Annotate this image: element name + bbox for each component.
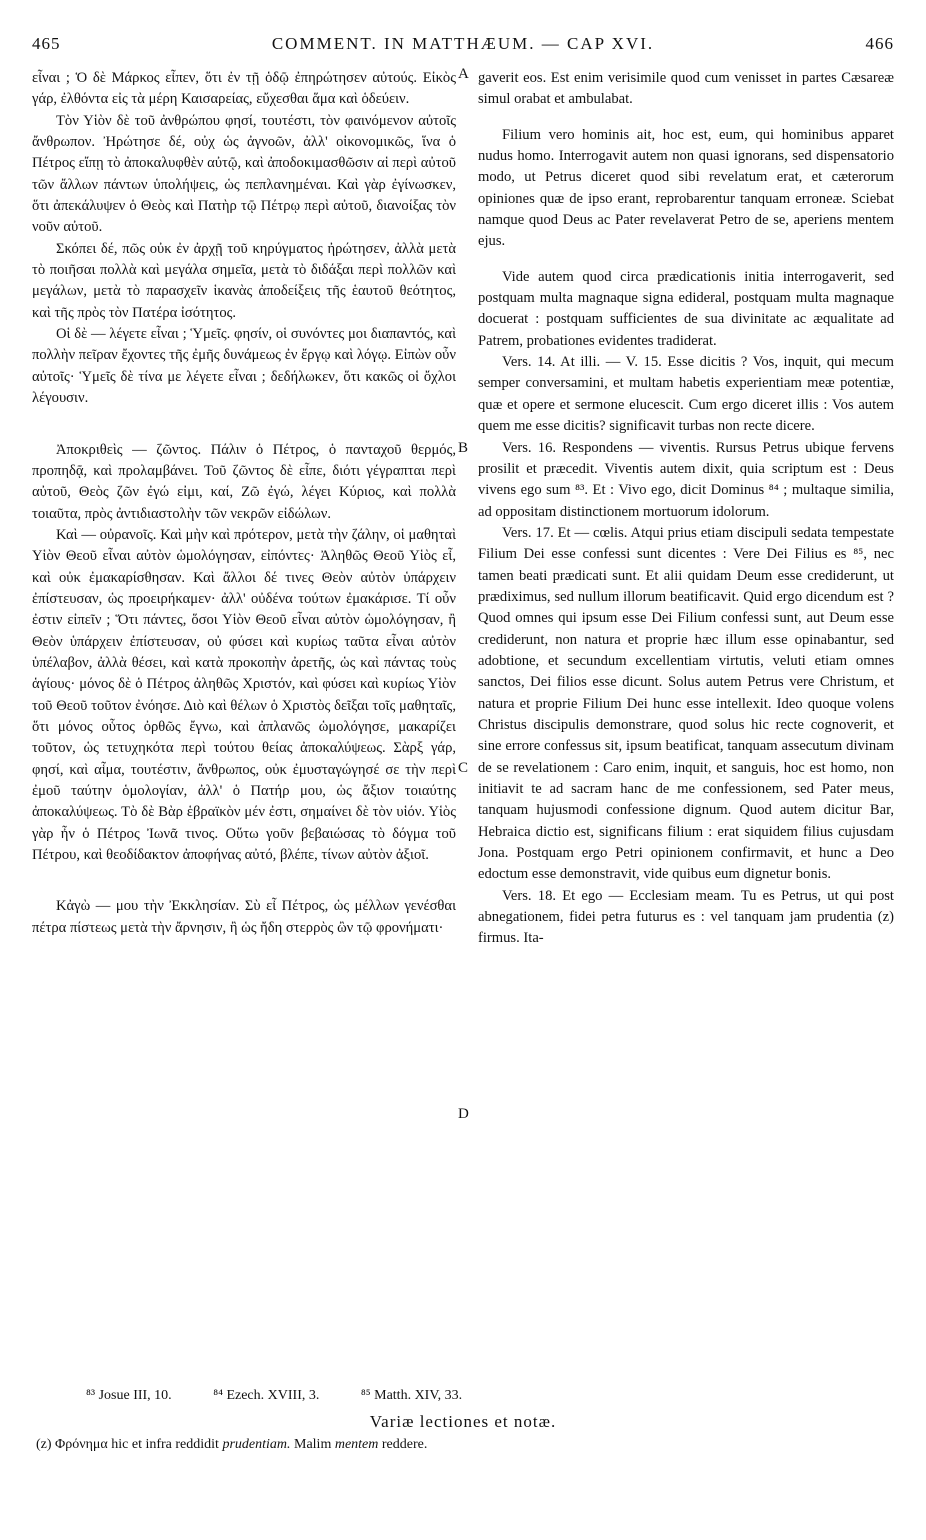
greek-paragraph: Οἱ δὲ — λέγετε εἶναι ; Ὑμεῖς. φησίν, οἱ συνόντες μοι διαπαντός, καὶ πολλὴν πεῖραν ἔχοντες τῆς ἐμῆς δυνάμεως ἐν ἔργῳ καὶ λόγῳ. Εἰπὼν οὖν αὐτοῖς· Ὑμεῖς δὲ τίνα με λέγετε εἶναι ; δεδήλωκεν, ὅτι κακῶς οἱ ὄχλοι λέγουσιν. (32, 326, 456, 407)
latin-paragraph: Vers. 16. Respondens — viventis. Rursus Petrus ubique fervens prosilit et præcedit. Viventis autem dixit, quia scriptum est : Deus vivens ego sum ⁸³. Et : Vivo ego, dicit Dominus ⁸⁴ ; multaque similia, ad oppositam distinctionem mortuorum idolorum. (478, 439, 894, 520)
variae-note-text: Malim (294, 1437, 332, 1452)
variae-note-italic: mentem (334, 1437, 379, 1452)
latin-paragraph: Filium vero hominis ait, hoc est, eum, qui hominibus apparet nudus homo. Interrogavit autem non quasi ignorans, sed dispensatorio modo, ut Petrus diceret quod sibi revelatum erat, et cæterorum opiniones quæ de ipso erant, reprobarentur tanquam erroneæ. Sciebat namque quod Deus ac Pater revelaverat Petro de se, aperiens mentem ejus. (478, 126, 894, 250)
footnote-83: ⁸³ Josue III, 10. (86, 1388, 172, 1403)
latin-paragraph: Vers. 14. At illi. — V. 15. Esse dicitis ? Vos, inquit, qui mecum semper conversamini, et multam habetis experientiam meæ potentiæ, quæ et opere et sermone elucescit. Cum ergo diceret illis : Vos autem quem me esse dicitis? significavit turbas non recte dicere. (478, 354, 894, 435)
page-header (32, 34, 894, 58)
latin-column (478, 68, 894, 950)
greek-paragraph: Καὶ — οὐρανοῖς. Καὶ μὴν καὶ πρότερον, μετὰ τὴν ζάλην, οἱ μαθηταὶ Υἱὸν Θεοῦ εἶναι αὐτὸν ὡμολόγησαν, εἰπόντες· Ἀληθῶς Θεοῦ Υἱὸς εἶ, καὶ οὐκ ἐμακαρίσθησαν. Καὶ ἄλλοι δέ τινες Θεὸν αὐτὸν ὑπάρχειν ἐπίστευσαν, ὡς προειρήκαμεν· ἀλλ' οὐδένα τούτων ἐμακάρισε. Τί οὖν ἐστιν εἰπεῖν ; Ὅτι πάντες, ὅσοι Υἱὸν Θεοῦ εἶναι αὐτὸν ὡμολόγησαν, ἢ Θεὸν ὑπάρχειν ἐπίστευσαν, οὐ φύσει καὶ κυρίως ταῦτα εἶναι αὐτὸν ὑπέλαβον, ἀλλὰ θέσει, καὶ κατὰ προκοπὴν ἀρετῆς, ὡς καὶ πάντας τοὺς ἁγίους· μόνος δὲ ὁ Πέτρος ἀληθῶς Χριστόν, καὶ φύσει καὶ κυρίως Υἱὸν τοῦ Θεοῦ τοῦτον ἐνόησε. Διὸ καὶ θέλων ὁ Χριστὸς δεῖξαι τοῖς μαθηταῖς, ὅτι μόνος οὗτος ὀρθῶς ἔγνω, καὶ ἀπλανῶς ὡμολόγησε, μακαρίζει τοῦτον, ὡς τετυχηκότα περὶ τούτου θείας ἀποκαλύψεως. Σὰρξ γάρ, φησί, καὶ αἷμα, τουτέστιν, ἄνθρωπος, οὐκ ἐμυσταγώγησέ σε τὴν περὶ ἐμοῦ ταύτην ὁμολογίαν, ἀλλ' ὁ Πατήρ μου, ὡς ἄξιον τοιαύτης ἀποκαλύψεως. Τὸ δὲ Βὰρ ἑβραϊκὸν μέν ἐστι, σημαίνει δὲ τὸν υἱόν. Υἱὸς γὰρ ἦν ὁ Πέτρος Ἰωνᾶ τινος. Οὕτω γοῦν βεβαιώσας τὸ δόγμα τοῦ Πέτρου, καὶ θεοδίδακτον ἀποφήνας αὐτό, βλέπε, τίνων αὐτὸν ἀξιοῖ. (32, 526, 456, 864)
variae-note (36, 1437, 896, 1453)
page-number-left: 465 (32, 34, 61, 53)
greek-paragraph: Κἀγὼ — μου τὴν Ἐκκλησίαν. Σὺ εἶ Πέτρος, ὡς μέλλων γενέσθαι πέτρα πίστεως μετὰ τὴν ἄρνησιν, ἢ ὡς ἤδη στερρὸς ὢν τῷ φρονήματι· (32, 898, 456, 936)
variae-lectiones-heading: Variæ lectiones et notæ. (369, 1412, 557, 1431)
footnote-84: ⁸⁴ Ezech. XVIII, 3. (213, 1388, 320, 1403)
footnotes (86, 1388, 886, 1404)
margin-marker-b: B (458, 440, 469, 456)
latin-paragraph: Vers. 18. Et ego — Ecclesiam meam. Tu es Petrus, ut qui post abnegationem, fidei petra futurus es : vel tanquam jam prudentia (z) firmus. Ita- (478, 887, 894, 947)
latin-paragraph: gaverit eos. Est enim verisimile quod cum venisset in partes Cæsareæ simul orabat et ambulabat. (478, 70, 894, 108)
variae-note-text: (z) Φρόνημα hic et infra reddidit (36, 1437, 219, 1452)
latin-paragraph: Vide autem quod circa prædicationis initia interrogaverit, sed postquam multa magnaque signa edideral, postquam multa magnaque docuerat : postquam sufficientes de sua divinitate ac æqualitate ad Patrem, probationes evidentes tradiderat. (478, 268, 894, 349)
variae-note-text: reddere. (381, 1437, 428, 1452)
page-number-right: 466 (865, 34, 894, 53)
running-title: COMMENT. IN MATTHÆUM. — CAP XVI. (271, 34, 655, 53)
greek-paragraph: Ἀποκριθεὶς — ζῶντος. Πάλιν ὁ Πέτρος, ὁ πανταχοῦ θερμός, προπηδᾷ, καὶ προλαμβάνει. Τοῦ ζῶντος δὲ εἶπε, διότι γέγραπται περὶ αὐτοῦ, Θεὸς ζῶν ἐγώ εἰμι, καί, Ζῶ ἐγώ, λέγει Κύριος, καὶ πολλὰ τοιαῦτα, πρὸς ἀντιδιαστολὴν τῶν νεκρῶν εἰδώλων. (32, 441, 456, 522)
greek-paragraph: εἶναι ; Ὁ δὲ Μάρκος εἶπεν, ὅτι ἐν τῇ ὁδῷ ἐπηρώτησεν αὐτούς. Εἰκὸς γάρ, ἐλθόντα εἰς τὰ μέρη Καισαρείας, εὔχεσθαι ἅμα καὶ ὁδεύειν. (32, 70, 456, 108)
margin-marker-d: D (458, 1106, 469, 1122)
variae-note-italic: prudentiam. (222, 1437, 291, 1452)
greek-paragraph: Σκόπει δέ, πῶς οὐκ ἐν ἀρχῇ τοῦ κηρύγματος ἠρώτησεν, ἀλλὰ μετὰ τὸ ποιῆσαι πολλὰ καὶ μεγάλα σημεῖα, μετὰ τὸ διδάξαι περὶ πολλῶν καὶ μεγάλων, μετὰ τὸ παρασχεῖν ἱκανὰς ἀποδείξεις τῆς ἑαυτοῦ θεότητος, καὶ τῆς πρὸς τὸν Πατέρα ἰσότητος. (32, 240, 456, 321)
latin-paragraph: Vers. 17. Et — cœlis. Atqui prius etiam discipuli sedata tempestate Filium Dei esse confessi sunt dicentes : Vere Dei Filius es ⁸⁵, nec tamen beati prædicati sunt. Et alii quidam Deum esse crediderunt, ut prædiximus, sed nullum illorum beatificavit. Quid ergo dicendum est ? Quod omnes qui ipsum esse Dei Filium confessi sunt, aut Deum esse crediderunt, non natura et proprie hæc illum esse opinabantur, sed adobtione, et secundum excellentiam virtutis, veluti etiam omnes sanctos, Dei filios esse dicunt. Solus autem Petrus vere Christum, et natura et proprie Filium Dei hunc esse intellexit. Ideo quoque volens Christus discipulis demonstrare, quod solus hic recte cognoverit, et sine errore confessus sit, ipsum beatificat, tanquam assecutum divinam de se revelationem : Caro enim, inquit, et sanguis, hoc est homo, non initiavit te ad sacram hanc de me confessionem, sed Pater meus, tanquam hujusmodi confessione dignum. Quod autem dicitur Bar, Hebraica dictio est, significans filium : erat siquidem filius cujusdam Jona. Postquam ergo Petri opinionem confirmavit, et hunc a Deo edoctum esse demonstravit, vide quibus eum dignetur bonis. (478, 524, 894, 883)
margin-marker-a: A (458, 66, 469, 82)
greek-paragraph: Τὸν Υἱὸν δὲ τοῦ ἀνθρώπου φησί, τουτέστι, τὸν φαινόμενον αὐτοῖς ἄνθρωπον. Ἠρώτησε δέ, οὐχ ὡς ἀγνοῶν, ἀλλ' οἰκονομικῶς, ἵνα ὁ Πέτρος εἴπῃ τὸ ἀποκαλυφθὲν αὐτῷ, καὶ ἀποδοκιμασθῶσιν αἱ περὶ αὐτοῦ τῶν ἄλλων πάντων ὑπολήψεις, ὡς πεπλανημέναι. Καὶ γὰρ ἐγίνωσκεν, ὅτι ἀπεκάλυψεν ὁ Θεὸς καὶ Πατὴρ τῷ Πέτρῳ περὶ αὐτοῦ, διανοίξας τὸν νοῦν αὐτοῦ. (32, 112, 456, 236)
greek-column (32, 68, 456, 939)
margin-marker-c: C (458, 760, 469, 776)
footnote-85: ⁸⁵ Matth. XIV, 33. (360, 1388, 463, 1403)
